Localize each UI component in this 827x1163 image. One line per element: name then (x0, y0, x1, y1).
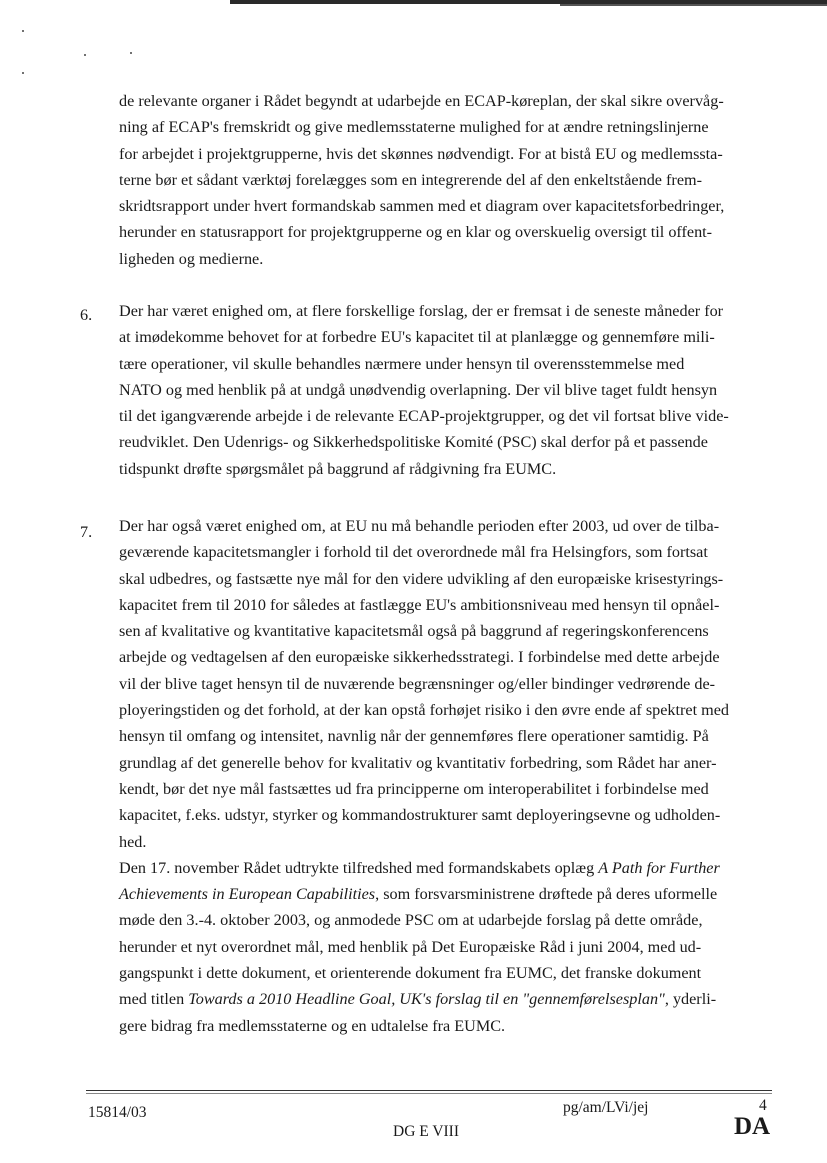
paragraph-number: 6. (80, 306, 93, 324)
text-line: arbejde og vedtagelsen af den europæiske sikkerhedsstrategi. I forbindelse med dette arbejde (119, 648, 720, 667)
text-line: reudviklet. Den Udenrigs- og Sikkerhedspolitiske Komité (PSC) skal derfor på et passende (119, 433, 708, 452)
scan-speck (22, 72, 24, 74)
text-line: de relevante organer i Rådet begyndt at udarbejde en ECAP-køreplan, der skal sikre overvåg- (119, 92, 724, 110)
text-line: kapacitet, f.eks. udstyr, styrker og kommandostrukturer samt deployeringsevne og udholden- (119, 806, 721, 825)
text-line (119, 881, 769, 907)
language-code: DA (734, 1113, 771, 1140)
paragraph-6 (119, 298, 769, 482)
text-line (119, 855, 769, 881)
text-line: skridtsrapport under hvert formandskab sammen med et diagram over kapacitetsforbedringer, (119, 197, 725, 216)
text-line: gangspunkt i dette dokument, et orienterende dokument fra EUMC, det franske dokument (119, 964, 702, 983)
scan-speck (130, 52, 132, 54)
paragraph-number: 7. (80, 523, 93, 541)
text-line: hensyn til omfang og intensitet, navnlig når der gennemføres flere operationer samtidig. På (119, 727, 709, 746)
text-line: Der har været enighed om, at flere forskellige forslag, der er fremsat i de seneste måneder for (119, 302, 724, 320)
text-line: til det igangværende arbejde i de relevante ECAP-projektgrupper, og det vil fortsat blive vide- (119, 407, 729, 426)
author-initials: pg/am/LVi/jej (563, 1099, 649, 1116)
text-line: ning af ECAP's fremskridt og give medlemsstaterne mulighed for at ændre retningslinjerne (119, 118, 709, 137)
text-segment: , yderli- (664, 990, 717, 1009)
text-line: møde den 3.-4. oktober 2003, og anmodede PSC om at udarbejde forslag på dette område, (119, 911, 703, 930)
text-segment: Den 17. november Rådet udtrykte tilfredshed med formandskabets oplæg (119, 858, 599, 877)
document-number: 15814/03 (88, 1104, 147, 1121)
text-line (119, 986, 769, 1012)
text-line: tidspunkt drøfte spørgsmålet på baggrund af rådgivning fra EUMC. (119, 459, 557, 478)
text-line: sen af kvalitative og kvantitative kapacitetsmål også på baggrund af regeringskonferencens (119, 622, 709, 641)
text-line: Der har også været enighed om, at EU nu må behandle perioden efter 2003, ud over de tilba- (119, 517, 720, 535)
document-title-italic: Towards a 2010 Headline Goal, UK's forslag til en "gennemførelsesplan" (188, 990, 665, 1009)
text-line: ligheden og medierne. (119, 249, 264, 268)
text-line: at imødekomme behovet for at forbedre EU's kapacitet til at planlægge og gennemføre mili- (119, 328, 715, 347)
text-line: skal udbedres, og fastsætte nye mål for den videre udvikling af den europæiske krisestyrings- (119, 569, 724, 588)
text-line: terne bør et sådant værktøj forelægges som en integrerende del af den enkeltstående frem- (119, 170, 702, 189)
scan-speck (84, 54, 86, 56)
intro-paragraph (119, 88, 769, 272)
text-line: vil der blive taget hensyn til de nuværende begrænsninger og/eller bindinger vedrørende de- (119, 674, 716, 693)
footer-rule (86, 1090, 772, 1091)
text-line: kendt, bør det nye mål fastsættes ud fra principperne om interoperabilitet i forbindelse med (119, 779, 709, 798)
text-line: NATO og med henblik på at undgå unødvendig overlapning. Der vil blive taget fuldt hensyn (119, 380, 718, 399)
text-line: gere bidrag fra medlemsstaterne og en udtalelse fra EUMC. (119, 1016, 506, 1035)
text-line: grundlag af det generelle behov for kvalitativ og kvantitativ forbedring, som Rådet har aner- (119, 753, 717, 772)
text-line: for arbejdet i projektgrupperne, hvis det skønnes nødvendigt. For at bistå EU og medlemssta- (119, 144, 723, 163)
text-segment: med titlen (119, 990, 189, 1009)
paragraph-7 (119, 513, 769, 1039)
text-line: herunder et nyt overordnet mål, med henblik på Det Europæiske Råd i juni 2004, med ud- (119, 937, 702, 956)
text-line: tære operationer, vil skulle behandles nærmere under hensyn til overensstemmelse med (119, 354, 685, 373)
footer-rule (86, 1093, 772, 1094)
directorate: DG E VIII (393, 1123, 460, 1140)
scan-speck (22, 30, 24, 32)
document-title-italic: Achievements in European Capabilities (119, 885, 376, 904)
text-line: geværende kapacitetsmangler i forhold til det overordnede mål fra Helsingfors, som fortsat (119, 543, 708, 562)
scan-top-border-shadow (560, 4, 827, 6)
document-title-italic: A Path for Further (598, 858, 720, 877)
text-line: kapacitet frem til 2010 for således at fastlægge EU's ambitionsniveau med hensyn til opnåel- (119, 595, 720, 614)
text-line: ployeringstiden og det forhold, at der kan opstå forhøjet risiko i den øvre ende af spektret med (119, 701, 730, 720)
text-line: herunder en statusrapport for projektgrupperne og en klar og overskuelig oversigt til offent- (119, 223, 713, 242)
text-line: hed. (119, 832, 147, 851)
text-segment: , som forsvarsministrene drøftede på deres uformelle (375, 885, 718, 904)
page-number: 4 (759, 1097, 767, 1114)
